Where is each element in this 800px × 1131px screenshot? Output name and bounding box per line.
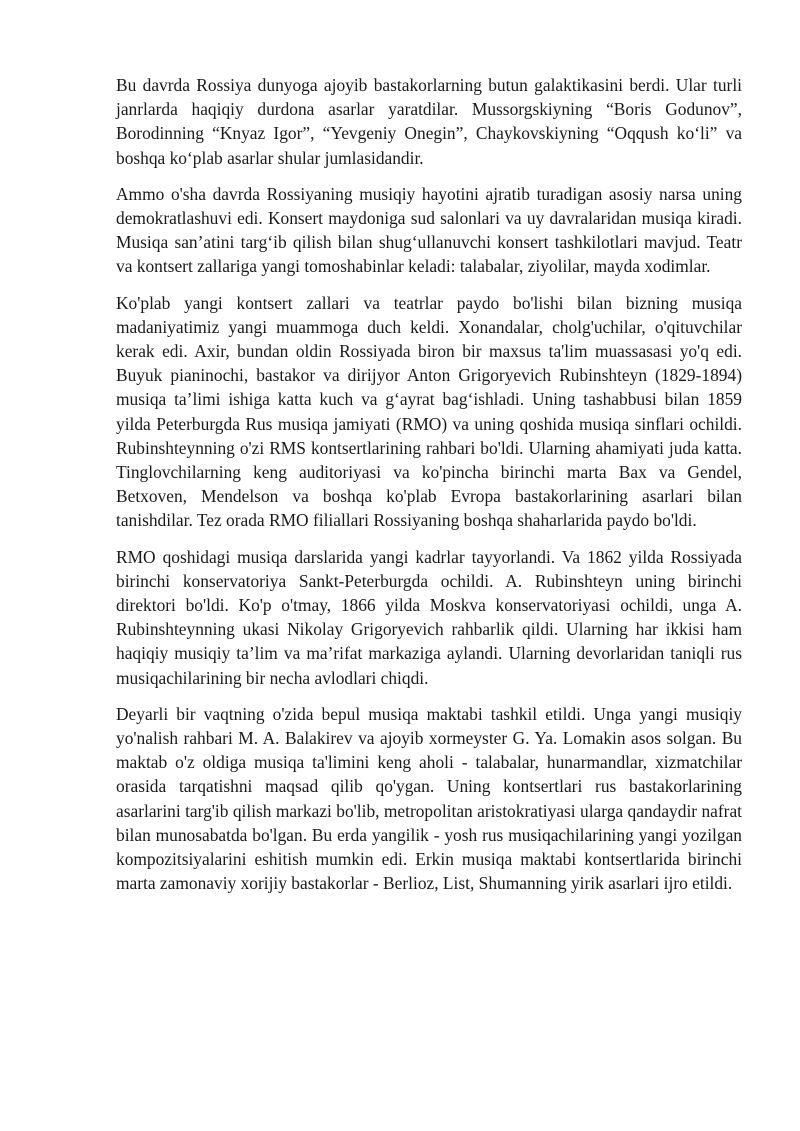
paragraph-2: Ammo o'sha davrda Rossiyaning musiqiy hayotini ajratib turadigan asosiy narsa uning demokratlashuvi edi. Konsert maydoniga sud salonlari va uy davralaridan musiqa kiradi. Musiqa san’atini targʻib qilish bilan shugʻullanuvchi konsert tashkilotlari mavjud. Teatr va kontsert zallariga yangi tomoshabinlar keladi: talabalar, ziyolilar, mayda xodimlar. bbox=[116, 183, 742, 277]
paragraph-3: Ko'plab yangi kontsert zallari va teatrlar paydo bo'lishi bilan bizning musiqa madaniyatimiz yangi muammoga duch keldi. Xonandalar, cholg'uchilar, o'qituvchilar kerak edi. Axir, bundan oldin Rossiyada biron bir maxsus ta'lim muassasasi yo'q edi. Buyuk pianinochi, bastakor va dirijyor Anton Grigoryevich Rubinshteyn (1829-1894) musiqa ta’limi ishiga katta kuch va gʻayrat bagʻishladi. Uning tashabbusi bilan 1859 yilda Peterburgda Rus musiqa jamiyati (RMO) va uning qoshida musiqa sinflari ochildi. Rubinshteynning o'zi RMS kontsertlarining rahbari bo'ldi. Ularning ahamiyati juda katta. Tinglovchilarning keng auditoriyasi va ko'pincha birinchi marta Bax va Gendel, Betxoven, Mendelson va boshqa ko'plab Evropa bastakorlarining asarlari bilan tanishdilar. Tez orada RMO filiallari Rossiyaning boshqa shaharlarida paydo bo'ldi. bbox=[116, 292, 742, 531]
paragraph-4: RMO qoshidagi musiqa darslarida yangi kadrlar tayyorlandi. Va 1862 yilda Rossiyada birinchi konservatoriya Sankt-Peterburgda ochildi. A. Rubinshteyn uning birinchi direktori bo'ldi. Ko'p o'tmay, 1866 yilda Moskva konservatoriyasi ochildi, unga A. Rubinshteynning ukasi Nikolay Grigoryevich rahbarlik qildi. Ularning har ikkisi ham haqiqiy musiqiy ta’lim va ma’rifat markaziga aylandi. Ularning devorlaridan taniqli rus musiqachilarining bir necha avlodlari chiqdi. bbox=[116, 546, 742, 688]
paragraph-1: Bu davrda Rossiya dunyoga ajoyib bastakorlarning butun galaktikasini berdi. Ular turli janrlarda haqiqiy durdona asarlar yaratdilar. Mussorgskiyning “Boris Godunov”, Borodinning “Knyaz Igor”, “Yevgeniy Onegin”, Chaykovskiyning “Oqqush koʻli” va boshqa koʻplab asarlar shular jumlasidandir. bbox=[116, 75, 742, 168]
document-page bbox=[116, 73, 742, 908]
paragraph-5: Deyarli bir vaqtning o'zida bepul musiqa maktabi tashkil etildi. Unga yangi musiqiy yo'nalish rahbari M. A. Balakirev va ajoyib xormeyster G. Ya. Lomakin asos solgan. Bu maktab o'z oldiga musiqa ta'limini keng aholi - talabalar, hunarmandlar, xizmatchilar orasida tarqatishni maqsad qilib qo'ygan. Uning kontsertlari rus bastakorlarining asarlarini targ'ib qilish markazi bo'lib, metropolitan aristokratiyasi ularga qandaydir nafrat bilan munosabatda bo'lgan. Bu erda yangilik - yosh rus musiqachilarining yangi yozilgan kompozitsiyalarini eshitish mumkin edi. Erkin musiqa maktabi kontsertlarida birinchi marta zamonaviy xorijiy bastakorlar - Berlioz, List, Shumanning yirik asarlari ijro etildi. bbox=[116, 703, 742, 894]
